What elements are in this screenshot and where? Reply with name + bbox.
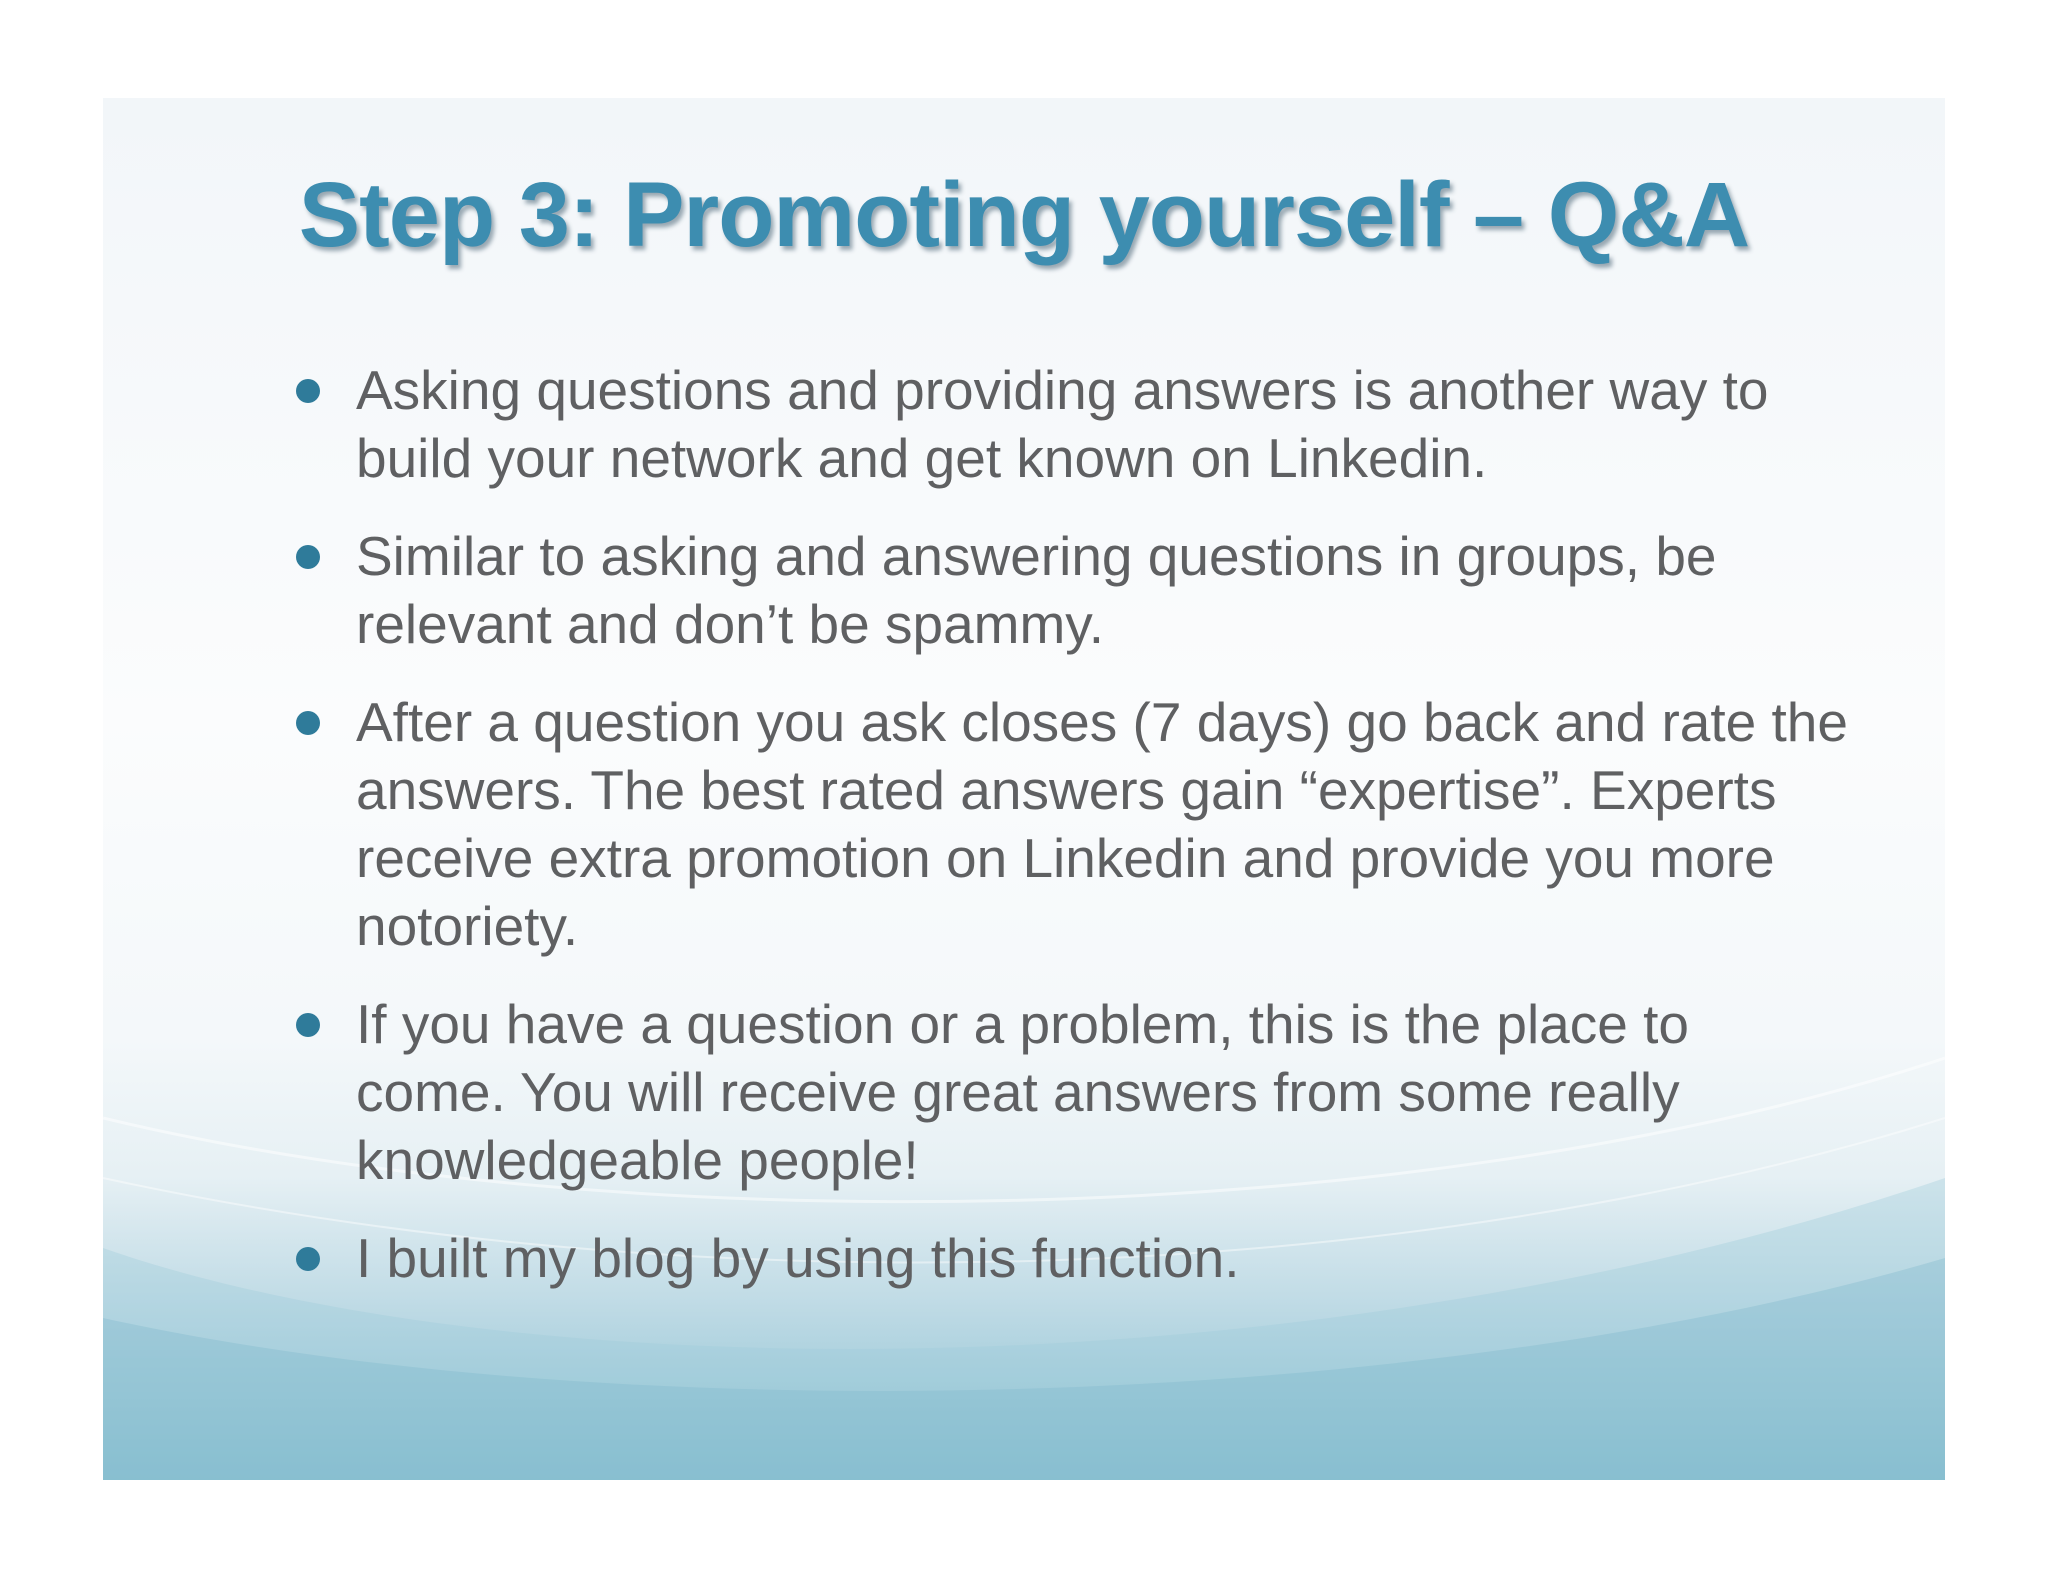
bullet-text: Similar to asking and answering questions in groups, be relevant and don’t be spammy. (356, 525, 1717, 655)
bullet-dot-icon (296, 1247, 320, 1271)
bullet-item (288, 522, 1848, 658)
bullet-text: Asking questions and providing answers is another way to build your network and get known on Linkedin. (356, 359, 1769, 489)
bullet-item (288, 990, 1848, 1194)
slide (103, 98, 1945, 1480)
bullet-item (288, 356, 1848, 492)
bullet-text: I built my blog by using this function. (356, 1227, 1240, 1289)
bullet-item (288, 688, 1848, 960)
bullet-dot-icon (296, 379, 320, 403)
bullet-list (288, 356, 1848, 1322)
slide-title: Step 3: Promoting yourself – Q&A (298, 164, 1750, 266)
bullet-text: After a question you ask closes (7 days) go back and rate the answers. The best rated answers gain “expertise”. Experts receive extra promotion on Linkedin and provide you more notoriety. (356, 691, 1848, 957)
bullet-text: If you have a question or a problem, this is the place to come. You will receive great answers from some really knowledgeable people! (356, 993, 1689, 1191)
bullet-dot-icon (296, 1013, 320, 1037)
bullet-dot-icon (296, 711, 320, 735)
bullet-dot-icon (296, 545, 320, 569)
bullet-item (288, 1224, 1848, 1292)
